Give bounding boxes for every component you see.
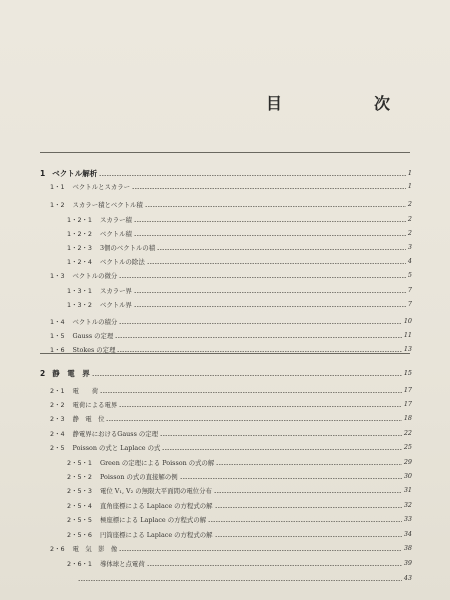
toc-number: 1・2・2	[67, 229, 92, 238]
toc-page-number: 17	[403, 400, 412, 408]
toc-leader-dots	[214, 492, 402, 493]
toc-leader-dots	[208, 521, 402, 522]
toc-number: 1・3・1	[67, 286, 92, 295]
toc-entry	[50, 314, 412, 328]
toc-title: ベクトルとスカラー	[72, 182, 131, 191]
toc-leader-dots	[147, 263, 406, 264]
toc-page-number: 18	[403, 414, 412, 422]
toc-title: Poisson の式と Laplace の式	[72, 443, 161, 452]
toc-page-number: 7	[407, 300, 412, 308]
toc-entry	[67, 254, 412, 268]
toc-entry	[67, 556, 412, 570]
toc-entry	[50, 541, 412, 555]
toc-page-number: 4	[407, 257, 412, 265]
toc-page-number: 5	[407, 271, 412, 279]
toc-number: 1・5	[50, 331, 65, 340]
toc-leader-dots	[216, 464, 402, 465]
toc-entry	[67, 527, 412, 541]
toc-entry	[67, 469, 412, 483]
toc-title: 円筒座標による Laplace の方程式の解	[99, 530, 213, 539]
toc-page-number: 2	[407, 200, 412, 208]
toc-number: 1・2	[50, 200, 65, 209]
toc-number: 2・6・1	[67, 559, 92, 568]
toc-number: 1・1	[50, 182, 65, 191]
toc-number: 1・3・2	[67, 300, 92, 309]
toc-title: 電 荷	[72, 386, 99, 395]
toc-entry	[67, 297, 412, 311]
toc-number: 2・6	[50, 544, 65, 553]
toc-leader-dots	[119, 550, 402, 551]
toc-title: スカラー界	[99, 286, 132, 295]
toc-page-number: 34	[403, 530, 412, 538]
toc-number: 2・5・4	[67, 501, 92, 510]
toc-title: ベクトル積	[99, 229, 132, 238]
toc-leader-dots	[115, 337, 402, 338]
toc-leader-dots	[145, 206, 406, 207]
toc-page-number: 38	[403, 544, 412, 552]
toc-number: 2・2	[50, 400, 65, 409]
toc-entry	[67, 283, 412, 297]
toc-leader-dots	[117, 351, 401, 352]
toc-title: ベクトルの微分	[72, 271, 118, 280]
toc-leader-dots	[119, 277, 406, 278]
toc-entry	[67, 212, 412, 226]
toc-leader-dots	[147, 565, 402, 566]
toc-entry	[50, 342, 412, 356]
toc-leader-dots	[119, 323, 402, 324]
toc-page-number: 17	[403, 386, 412, 394]
toc-number: 2・5・5	[67, 515, 92, 524]
toc-title: 極座標による Laplace の方程式の解	[99, 515, 207, 524]
toc-entry	[50, 179, 412, 193]
toc-page-number: 1	[407, 182, 412, 190]
page-title: 目 次	[266, 94, 429, 113]
toc-entry	[67, 455, 412, 469]
toc-leader-dots	[180, 478, 402, 479]
toc-leader-dots	[215, 536, 402, 537]
toc-page-number: 33	[403, 515, 412, 523]
toc-entry	[50, 383, 412, 397]
toc-leader-dots	[100, 392, 402, 393]
toc-leader-dots	[134, 221, 406, 222]
toc-title: ベクトル界	[99, 300, 132, 309]
toc-leader-dots	[157, 249, 406, 250]
toc-title: スカラー積	[99, 215, 132, 224]
toc-page-number: 32	[403, 501, 412, 509]
toc-title: 静 電 位	[72, 414, 105, 423]
toc-entry	[50, 397, 412, 411]
toc-entry	[50, 411, 412, 425]
toc-number: 1・3	[50, 271, 65, 280]
toc-page-number: 2	[407, 215, 412, 223]
toc-title: Gauss の定理	[72, 331, 114, 340]
toc-chapter	[40, 166, 412, 180]
toc-number: 2・5	[50, 443, 65, 452]
toc-page-number: 25	[403, 443, 412, 451]
toc-page-number: 2	[407, 229, 412, 237]
toc-leader-dots	[160, 435, 402, 436]
toc-page-number: 3	[407, 243, 412, 251]
toc-number: 2・5・6	[67, 530, 92, 539]
toc-title: 電荷による電界	[72, 400, 118, 409]
toc-title: スカラー積とベクトル積	[72, 200, 143, 209]
toc-entry	[67, 240, 412, 254]
toc-page-number: 1	[407, 169, 412, 177]
toc-number: 1・6	[50, 345, 65, 354]
toc-number: 1	[40, 168, 46, 178]
toc-page-number: 22	[403, 429, 412, 437]
toc-number: 2・1	[50, 386, 65, 395]
toc-entry	[50, 197, 412, 211]
toc-title: 3個のベクトルの積	[99, 243, 156, 252]
toc-page-number: 15	[403, 369, 412, 377]
toc-page-number: 43	[403, 574, 412, 582]
toc-leader-dots	[134, 306, 406, 307]
toc-title: Poisson の式の直接解の例	[99, 472, 178, 481]
toc-page-number: 29	[403, 458, 412, 466]
toc-leader-dots	[134, 292, 406, 293]
toc-number: 1・4	[50, 317, 65, 326]
toc-title: 静電界におけるGauss の定理	[72, 429, 159, 438]
toc-entry	[67, 226, 412, 240]
toc-number: 2・3	[50, 414, 65, 423]
toc-number: 2	[40, 368, 46, 378]
toc-number: 1・2・3	[67, 243, 92, 252]
toc-title: Green の定理による Poisson の式の解	[99, 458, 215, 467]
toc-title: Stokes の定理	[72, 345, 116, 354]
toc-entry	[76, 571, 412, 585]
toc-leader-dots	[215, 507, 402, 508]
toc-title: 電 気 影 像	[72, 544, 118, 553]
toc-leader-dots	[162, 449, 401, 450]
toc-entry	[67, 512, 412, 526]
toc-number: 2・5・2	[67, 472, 92, 481]
toc-leader-dots	[99, 175, 406, 176]
toc-page-number: 13	[403, 345, 412, 353]
toc-leader-dots	[78, 580, 402, 581]
toc-number: 2・5・3	[67, 486, 92, 495]
toc-number: 1・2・1	[67, 215, 92, 224]
toc-leader-dots	[119, 406, 402, 407]
toc-entry	[50, 440, 412, 454]
toc-page-number: 39	[403, 559, 412, 567]
toc-entry	[50, 328, 412, 342]
toc-entry	[50, 426, 412, 440]
toc-page-number: 7	[407, 286, 412, 294]
toc-page-number: 31	[403, 486, 412, 494]
toc-title: ベクトルの除法	[99, 257, 145, 266]
toc-title: 静 電 界	[52, 368, 90, 378]
toc-leader-dots	[92, 375, 402, 376]
toc-title: ベクトル解析	[52, 168, 98, 178]
toc-title: 電位 V₁, V₂ の無限大平面間の電位分布	[99, 486, 212, 495]
toc-entry	[67, 498, 412, 512]
toc-page-number: 10	[403, 317, 412, 325]
toc-leader-dots	[134, 235, 406, 236]
toc-page-number: 30	[403, 472, 412, 480]
toc-number: 2・4	[50, 429, 65, 438]
toc-leader-dots	[132, 188, 406, 189]
toc-title: ベクトルの積分	[72, 317, 118, 326]
toc-title: 導体球と点電荷	[99, 559, 145, 568]
toc-entry	[50, 268, 412, 282]
toc-page-number: 11	[403, 331, 412, 339]
toc-title: 直角座標による Laplace の方程式の解	[99, 501, 213, 510]
toc-entry	[67, 483, 412, 497]
toc-number: 2・5・1	[67, 458, 92, 467]
toc-number: 1・2・4	[67, 257, 92, 266]
toc-chapter	[40, 366, 412, 380]
toc-leader-dots	[106, 420, 401, 421]
